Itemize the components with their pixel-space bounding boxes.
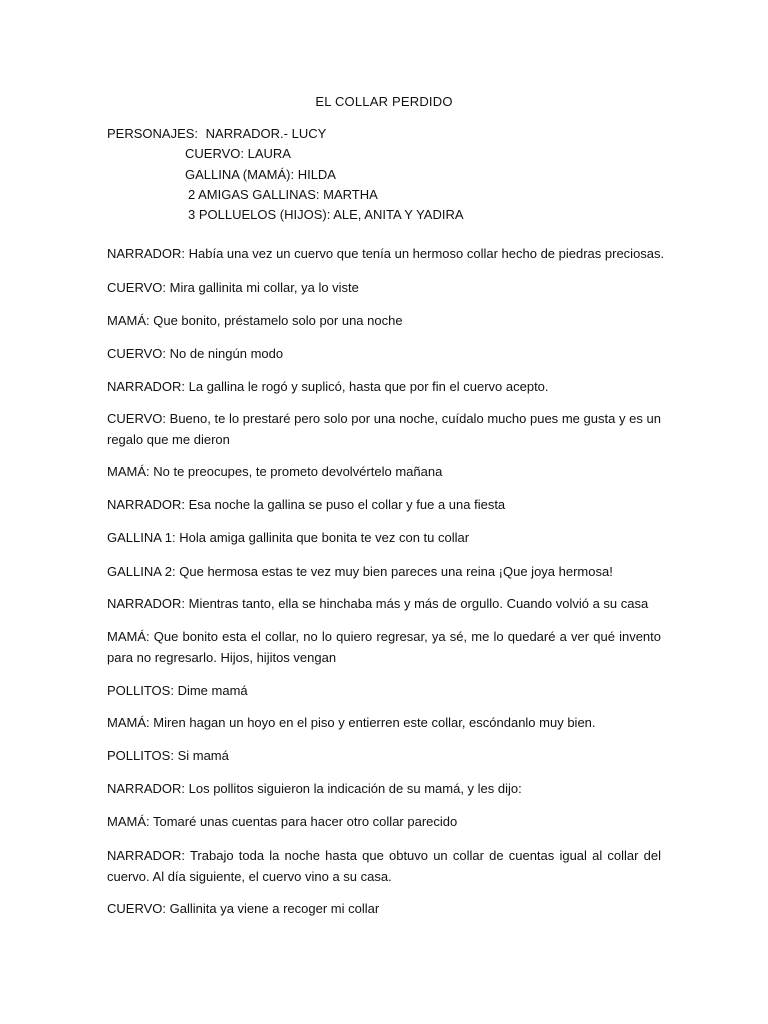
dialogue-text: La gallina le rogó y suplicó, hasta que por fin el cuervo acepto. bbox=[185, 379, 549, 394]
cast-list bbox=[107, 124, 464, 225]
dialogue-line bbox=[107, 408, 661, 450]
dialogue-line bbox=[107, 778, 661, 799]
dialogue-line bbox=[107, 898, 661, 919]
cast-item: GALLINA (MAMÁ): HILDA bbox=[185, 166, 336, 182]
speaker-label: MAMÁ: bbox=[107, 464, 150, 479]
speaker-label: GALLINA 2: bbox=[107, 564, 176, 579]
speaker-label: MAMÁ: bbox=[107, 715, 150, 730]
dialogue-text: Trabajo toda la noche hasta que obtuvo un collar de cuentas igual al collar del cuervo. Al día siguiente, el cuervo vino a su casa. bbox=[107, 848, 661, 884]
dialogue-text: Miren hagan un hoyo en el piso y entierren este collar, escóndanlo muy bien. bbox=[149, 715, 596, 730]
dialogue-line bbox=[107, 561, 661, 582]
dialogue-line bbox=[107, 343, 661, 364]
dialogue-text: No de ningún modo bbox=[166, 346, 284, 361]
dialogue-line bbox=[107, 745, 661, 766]
dialogue-text: Mientras tanto, ella se hinchaba más y más de orgullo. Cuando volvió a su casa bbox=[185, 596, 649, 611]
speaker-label: NARRADOR: bbox=[107, 497, 186, 512]
cast-item: CUERVO: LAURA bbox=[185, 146, 291, 162]
dialogue-text: Que bonito esta el collar, no lo quiero regresar, ya sé, me lo quedaré a ver qué invento para no regresarlo. Hijos, hijitos vengan bbox=[107, 629, 661, 665]
dialogue-line bbox=[107, 593, 661, 614]
dialogue-text: Gallinita ya viene a recoger mi collar bbox=[166, 901, 380, 916]
dialogue-text: Hola amiga gallinita que bonita te vez con tu collar bbox=[175, 530, 470, 545]
dialogue-line bbox=[107, 712, 661, 733]
dialogue-text: Los pollitos siguieron la indicación de su mamá, y les dijo: bbox=[185, 781, 522, 796]
speaker-label: MAMÁ: bbox=[107, 629, 150, 644]
speaker-label: MAMÁ: bbox=[107, 313, 150, 328]
dialogue-line bbox=[107, 527, 661, 548]
cast-row bbox=[107, 185, 464, 205]
cast-item: 3 POLLUELOS (HIJOS): ALE, ANITA Y YADIRA bbox=[188, 207, 464, 223]
speaker-label: NARRADOR: bbox=[107, 781, 186, 796]
dialogue-text: Mira gallinita mi collar, ya lo viste bbox=[166, 280, 359, 295]
cast-row bbox=[107, 165, 464, 185]
speaker-label: CUERVO: bbox=[107, 901, 166, 916]
dialogue-line bbox=[107, 845, 661, 887]
dialogue-text: Que bonito, préstamelo solo por una noche bbox=[149, 313, 403, 328]
dialogue-line bbox=[107, 626, 661, 668]
document-title: EL COLLAR PERDIDO bbox=[315, 94, 453, 109]
dialogue-text: Si mamá bbox=[173, 748, 229, 763]
speaker-label: NARRADOR: bbox=[107, 596, 186, 611]
speaker-label: GALLINA 1: bbox=[107, 530, 176, 545]
dialogue-line bbox=[107, 310, 661, 331]
speaker-label: CUERVO: bbox=[107, 280, 166, 295]
speaker-label: NARRADOR: bbox=[107, 848, 186, 863]
dialogue-line bbox=[107, 494, 661, 515]
speaker-label: POLLITOS: bbox=[107, 748, 174, 763]
speaker-label: CUERVO: bbox=[107, 346, 166, 361]
cast-item: 2 AMIGAS GALLINAS: MARTHA bbox=[188, 186, 378, 202]
cast-item: NARRADOR.- LUCY bbox=[205, 126, 327, 141]
cast-row bbox=[107, 205, 464, 225]
dialogue-text: No te preocupes, te prometo devolvértelo mañana bbox=[149, 464, 443, 479]
dialogue-line bbox=[107, 461, 661, 482]
speaker-label: POLLITOS: bbox=[107, 683, 174, 698]
dialogue-text: Tomaré unas cuentas para hacer otro collar parecido bbox=[149, 814, 458, 829]
dialogue-line bbox=[107, 243, 665, 264]
cast-row bbox=[107, 124, 464, 144]
speaker-label: MAMÁ: bbox=[107, 814, 150, 829]
dialogue-text: Dime mamá bbox=[173, 683, 248, 698]
dialogue-line bbox=[107, 811, 661, 832]
dialogue-text: Había una vez un cuervo que tenía un hermoso collar hecho de piedras preciosas. bbox=[185, 246, 665, 261]
speaker-label: NARRADOR: bbox=[107, 379, 186, 394]
cast-label: PERSONAJES: bbox=[107, 126, 199, 141]
speaker-label: NARRADOR: bbox=[107, 246, 186, 261]
dialogue-line bbox=[107, 680, 661, 701]
dialogue-text: Que hermosa estas te vez muy bien pareces una reina ¡Que joya hermosa! bbox=[175, 564, 613, 579]
dialogue-text: Esa noche la gallina se puso el collar y fue a una fiesta bbox=[185, 497, 506, 512]
dialogue-line bbox=[107, 376, 661, 397]
cast-row bbox=[107, 144, 464, 164]
dialogue-text: Bueno, te lo prestaré pero solo por una noche, cuídalo mucho pues me gusta y es un regalo que me dieron bbox=[107, 411, 661, 447]
dialogue-line bbox=[107, 277, 661, 298]
speaker-label: CUERVO: bbox=[107, 411, 166, 426]
